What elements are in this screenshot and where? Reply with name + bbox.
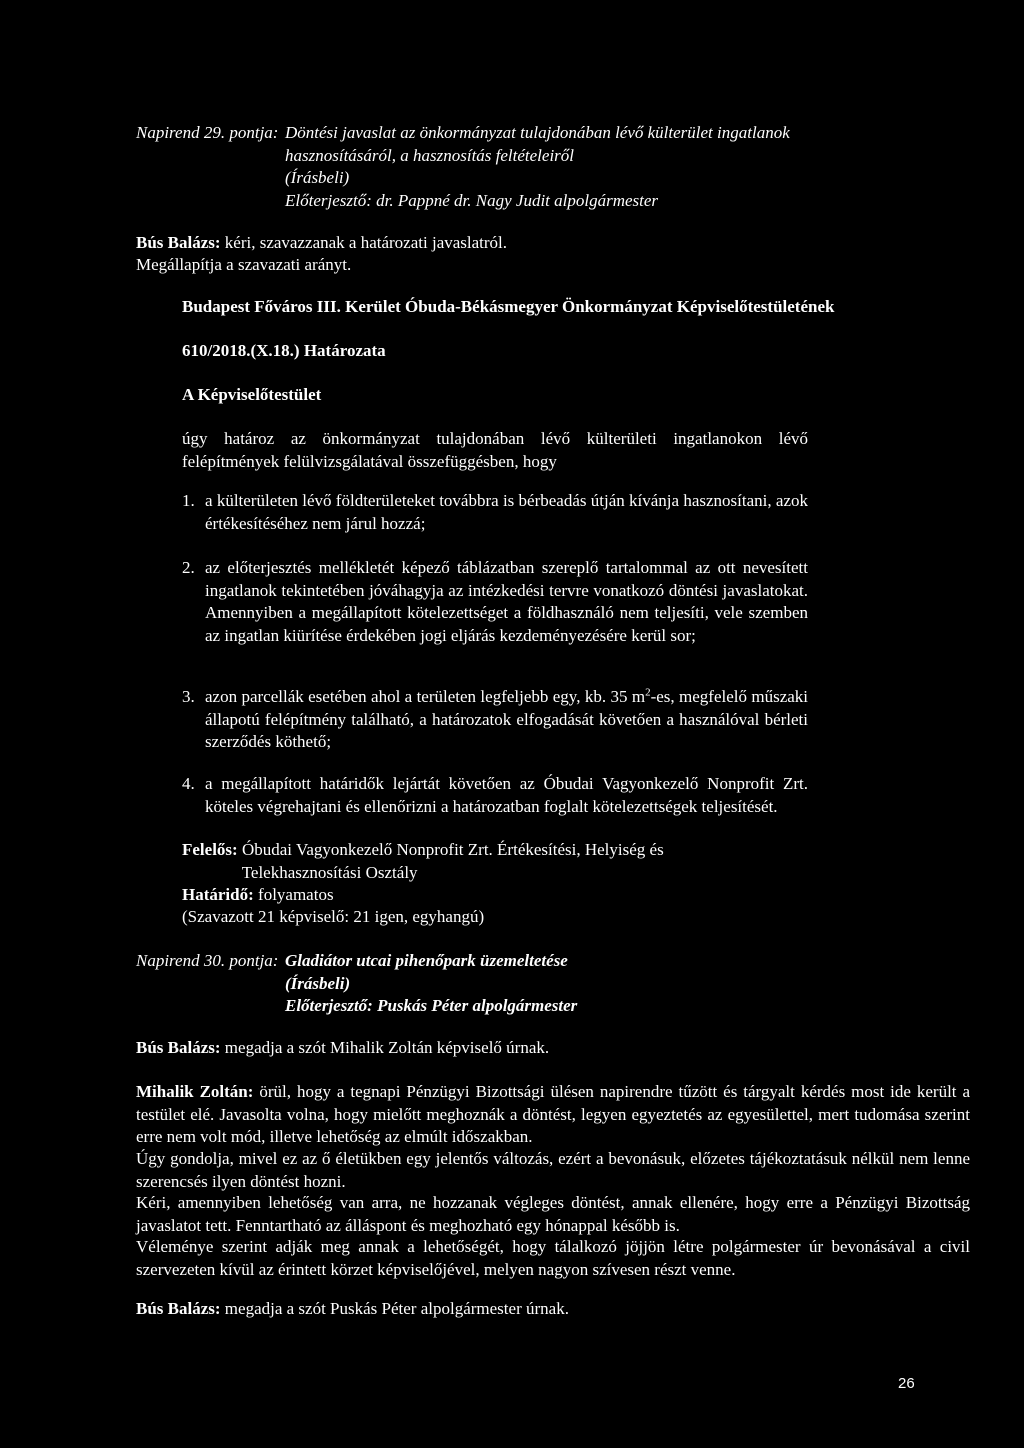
agenda-30-written: (Írásbeli) — [285, 973, 351, 993]
deadline-label: Határidő: — [182, 885, 254, 904]
item-text: az előterjesztés mellékletét képező táblázatban szereplő tartalommal az ott nevesített ingatlanok tekintetében jóváhagyja az intézkedési tervre vonatkozó döntési javaslatokat. Amennyiben a megállapított kötelezettséget a földhasználó nem teljesíti, vele szemben az ingatlan kiürítése érdekében jogi eljárás kezdeményezésére kerül sor; — [205, 558, 808, 645]
item-number: 1. — [182, 491, 195, 510]
page-number: 26 — [898, 1375, 915, 1392]
speaker-text: megadja a szót Mihalik Zoltán képviselő úrnak. — [220, 1038, 550, 1057]
item-text-part: -es, megfelelő műszaki állapotú felépítmény található, a határozatok elfogadását követően a használóval bérleti szerződés köthető; — [205, 687, 809, 751]
paragraph-mihalik — [136, 1081, 970, 1149]
agenda-30-presenter: Előterjesztő: Puskás Péter alpolgármester — [285, 996, 578, 1015]
paragraph-mihalik-3: Kéri, amennyiben lehetőség van arra, ne hozzanak végleges döntést, annak ellenére, hogy erre a Pénzügyi Bizottság javaslatot tett. Fenntartható az álláspont és meghozható egy hónappal később is. — [136, 1193, 970, 1235]
speaker-name: Bús Balázs: — [136, 233, 221, 252]
item-number: 2. — [182, 558, 195, 577]
resolution-number: 610/2018.(X.18.) Határozata — [182, 341, 386, 360]
deadline-line — [182, 884, 808, 907]
item-text — [205, 686, 808, 754]
agenda-29-title-line2: hasznosításáról, a hasznosítás feltételeiről — [285, 145, 575, 165]
responsible-block — [182, 839, 808, 884]
responsible-label: Felelős: — [182, 840, 238, 859]
speaker-text: örül, hogy a tegnapi Pénzügyi Bizottsági ülésen napirendre tűzött és tárgyalt kérdés most ide került a testület elé. Javasolta volna, hogy mielőtt meghoznák a döntést, legyen egyeztetés az egyesülettel, mert tudomása szerint erre nem volt mód, illetve lehetőség az elmúlt időszakban. — [136, 1082, 971, 1146]
paragraph-bus-1 — [136, 232, 896, 255]
paragraph-vote-ratio: Megállapítja a szavazati arányt. — [136, 255, 352, 274]
agenda-30-header — [136, 950, 896, 1018]
speaker-name: Bús Balázs: — [136, 1299, 221, 1318]
item-text: a megállapított határidők lejártát követően az Óbudai Vagyonkezelő Nonprofit Zrt. köteles végrehajtani és ellenőrizni a határozatban foglalt kötelezettségek teljesítését. — [205, 774, 808, 816]
resolution-item-3 — [182, 686, 808, 754]
responsible-line1: Óbudai Vagyonkezelő Nonprofit Zrt. Értékesítési, Helyiség és — [237, 840, 664, 859]
resolution-council: A Képviselőtestület — [182, 385, 322, 404]
item-text-part: azon parcellák esetében ahol a területen legfeljebb egy, kb. 35 m — [205, 687, 646, 706]
resolution-item-4 — [182, 773, 808, 818]
speaker-text: kéri, szavazzanak a határozati javaslatról. — [220, 233, 508, 252]
agenda-29-written: (Írásbeli) — [285, 168, 350, 187]
deadline-value: folyamatos — [253, 885, 334, 904]
speaker-name: Mihalik Zoltán: — [136, 1082, 254, 1101]
paragraph-mihalik-2: Úgy gondolja, mivel ez az ő életükben egy jelentős változás, ezért a bevonásuk, előzetes tájékoztatásuk nélkül nem lenne szerencsés ilyen döntést hozni. — [136, 1149, 970, 1191]
speaker-text: megadja a szót Puskás Péter alpolgármester úrnak. — [220, 1299, 569, 1318]
vote-result: (Szavazott 21 képviselő: 21 igen, egyhangú) — [182, 907, 485, 926]
agenda-29-title-line1: Döntési javaslat az önkormányzat tulajdonában lévő külterület ingatlanok — [285, 123, 790, 142]
item-number: 4. — [182, 774, 195, 793]
paragraph-bus-3 — [136, 1298, 896, 1321]
superscript: 2 — [645, 686, 651, 699]
agenda-30-label: Napirend 30. pontja: — [136, 951, 279, 970]
responsible-line2: Telekhasznosítási Osztály — [241, 862, 418, 882]
item-number: 3. — [182, 687, 195, 706]
agenda-29-presenter: Előterjesztő: dr. Pappné dr. Nagy Judit alpolgármester — [285, 190, 659, 210]
agenda-29-header — [136, 122, 896, 212]
paragraph-mihalik-4: Véleménye szerint adják meg annak a lehetőségét, hogy tálalkozó jöjjön létre polgármester úr bevonásával a civil szervezeten kívül az érintett körzet képviselőjével, melyen nagyon szívesen részt venne. — [136, 1237, 970, 1279]
resolution-body: Budapest Főváros III. Kerület Óbuda-Békásmegyer Önkormányzat Képviselőtestületének — [182, 297, 835, 316]
resolution-item-2 — [182, 557, 808, 647]
agenda-30-title: Gladiátor utcai pihenőpark üzemeltetése — [285, 951, 568, 970]
speaker-name: Bús Balázs: — [136, 1038, 221, 1057]
resolution-intro: úgy határoz az önkormányzat tulajdonában lévő külterületi ingatlanokon lévő felépítmények felülvizsgálatával összefüggésben, hogy — [182, 429, 808, 471]
item-text: a külterületen lévő földterületeket továbbra is bérbeadás útján kívánja hasznosítani, azok értékesítéséhez nem járul hozzá; — [205, 491, 808, 533]
resolution-item-1 — [182, 490, 808, 535]
paragraph-bus-2 — [136, 1037, 896, 1060]
agenda-29-label: Napirend 29. pontja: — [136, 123, 279, 142]
